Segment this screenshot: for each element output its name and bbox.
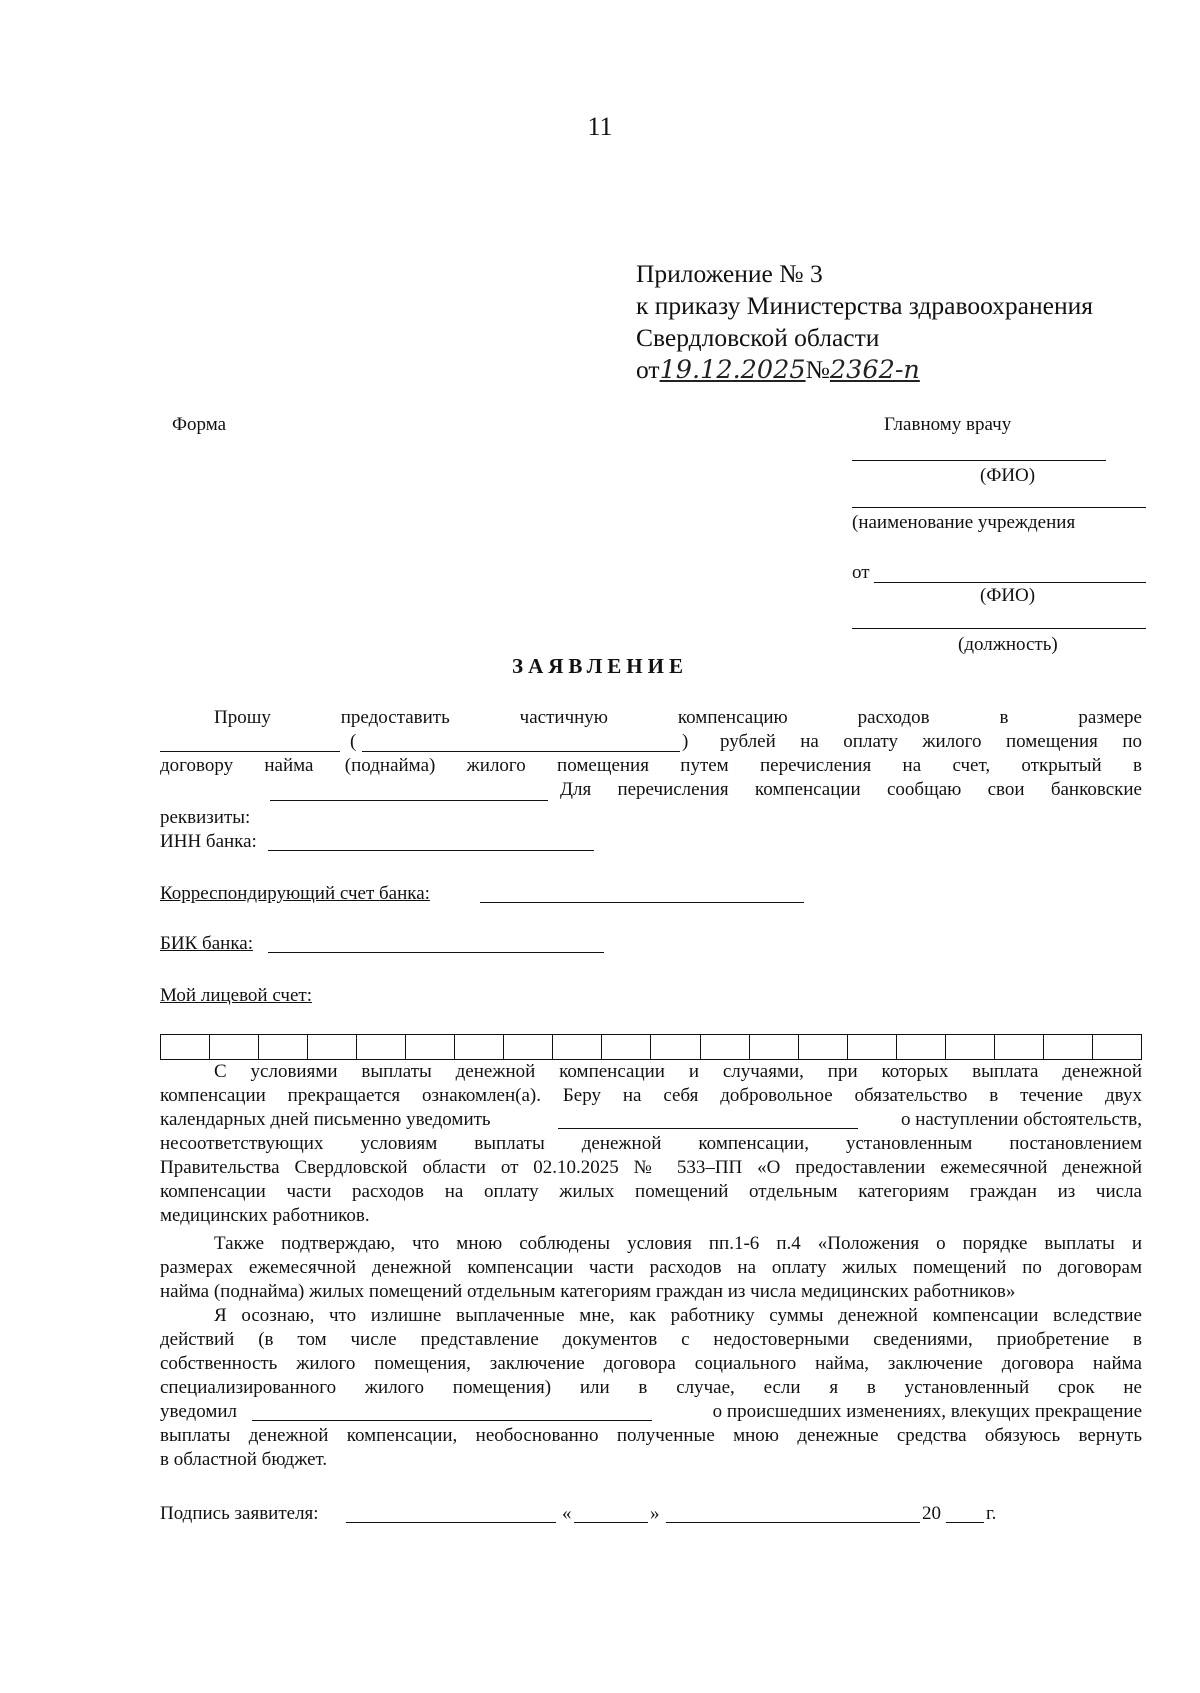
annex-block: [636, 258, 1093, 386]
annex-order-line: к приказу Министерства здравоохранения: [636, 291, 1093, 320]
year-prefix: 20: [922, 1503, 941, 1524]
account-digit-box[interactable]: [406, 1035, 455, 1059]
account-digit-box[interactable]: [553, 1035, 602, 1059]
conditions-line-5: Правительства Свердловской области от 02.10.2025 № 533–ПП «О предоставлении ежемесячной денежной: [160, 1157, 1142, 1178]
signature-label: Подпись заявителя:: [160, 1503, 319, 1524]
conditions-line-2: компенсации прекращается ознакомлен(а). Беру на себя добровольное обязательство в течение двух: [160, 1085, 1142, 1106]
notify-whom-line[interactable]: [558, 1128, 858, 1129]
account-digit-box[interactable]: [308, 1035, 357, 1059]
aware-line-2: действий (в том числе представление документов с недостоверными сведениями, приобретение в: [160, 1329, 1142, 1350]
annex-title: Приложение № 3: [636, 259, 823, 288]
account-digit-box[interactable]: [357, 1035, 406, 1059]
bank-name-line[interactable]: [270, 800, 548, 801]
institution-line[interactable]: [852, 507, 1146, 508]
fio-caption-1: (ФИО): [980, 465, 1036, 486]
day-quote-open: «: [562, 1503, 572, 1524]
account-digit-box[interactable]: [799, 1035, 848, 1059]
day-quote-close: »: [650, 1503, 660, 1524]
personal-account-boxes[interactable]: [160, 1034, 1142, 1060]
inn-field[interactable]: [268, 850, 594, 851]
year-field[interactable]: [946, 1522, 984, 1523]
date-prefix: от: [636, 355, 660, 384]
request-line-3: договору найма (поднайма) жилого помещения путем перечисления на счет, открытый в: [160, 755, 1142, 776]
conditions-line-7: медицинских работников.: [160, 1205, 370, 1226]
institution-caption: (наименование учреждения: [852, 512, 1076, 533]
account-digit-box[interactable]: [455, 1035, 504, 1059]
handwritten-date: 19.12.2025: [659, 355, 806, 385]
account-digit-box[interactable]: [897, 1035, 946, 1059]
position-line[interactable]: [852, 628, 1146, 629]
confirm-line-2: размерах ежемесячной денежной компенсации части расходов на оплату жилых помещений по договорам: [160, 1257, 1142, 1278]
document-title: ЗАЯВЛЕНИЕ: [512, 654, 688, 678]
aware-line-1: Я осознаю, что излишне выплаченные мне, как работнику суммы денежной компенсации вследствие: [214, 1305, 1142, 1326]
bik-field[interactable]: [268, 952, 604, 953]
requisites-label: реквизиты:: [160, 807, 251, 828]
aware-notify-whom-line[interactable]: [252, 1420, 652, 1421]
account-digit-box[interactable]: [946, 1035, 995, 1059]
number-prefix: №: [805, 355, 830, 384]
fio-caption-2: (ФИО): [980, 585, 1036, 606]
corr-account-label: Корреспондирующий счет банка:: [160, 883, 430, 904]
confirm-line-3: найма (поднайма) жилых помещений отдельным категориям граждан из числа медицинских работников»: [160, 1281, 1016, 1302]
aware-line-3: собственность жилого помещения, заключение договора социального найма, заключение договора найма: [160, 1353, 1142, 1374]
applicant-name-line[interactable]: [874, 582, 1146, 583]
head-doctor-name-line[interactable]: [852, 460, 1106, 461]
page-number: 11: [587, 112, 613, 141]
account-digit-box[interactable]: [701, 1035, 750, 1059]
addressee-head-doctor: Главному врачу: [884, 414, 1012, 435]
request-line-1: Прошу предоставить частичную компенсацию расходов в размере: [214, 707, 1142, 728]
amount-open-paren: (: [350, 731, 357, 752]
request-line-4: Для перечисления компенсации сообщаю свои банковские: [560, 779, 1142, 800]
account-digit-box[interactable]: [504, 1035, 553, 1059]
year-suffix: г.: [986, 1503, 997, 1524]
corr-account-field[interactable]: [480, 902, 804, 903]
position-caption: (должность): [958, 634, 1058, 655]
aware-line-5-end: о происшедших изменениях, влекущих прекращение: [712, 1401, 1142, 1422]
conditions-line-4: несоответствующих условиям выплаты денежной компенсации, установленным постановлением: [160, 1133, 1142, 1154]
aware-line-7: в областной бюджет.: [160, 1449, 328, 1470]
account-digit-box[interactable]: [995, 1035, 1044, 1059]
account-digit-box[interactable]: [210, 1035, 259, 1059]
conditions-line-3-start: календарных дней письменно уведомить: [160, 1109, 491, 1130]
annex-date-line: [636, 354, 1093, 386]
conditions-line-3-end: о наступлении обстоятельств,: [900, 1109, 1142, 1130]
signature-line[interactable]: [346, 1522, 556, 1523]
handwritten-order-number: 2362-п: [829, 355, 920, 385]
aware-line-4: специализированного жилого помещения) или в случае, если я в установленный срок не: [160, 1377, 1142, 1398]
account-digit-box[interactable]: [1093, 1035, 1141, 1059]
conditions-line-6: компенсации части расходов на оплату жилых помещений отдельным категориям граждан из числа: [160, 1181, 1142, 1202]
day-field[interactable]: [574, 1522, 648, 1523]
form-label: Форма: [172, 414, 227, 435]
aware-line-6: выплаты денежной компенсации, необоснованно полученные мною денежные средства обязуюсь вернуть: [160, 1425, 1142, 1446]
confirm-line-1: Также подтверждаю, что мною соблюдены условия пп.1-6 п.4 «Положения о порядке выплаты и: [214, 1233, 1142, 1254]
bik-label: БИК банка:: [160, 933, 253, 954]
personal-account-label: Мой лицевой счет:: [160, 985, 312, 1006]
account-digit-box[interactable]: [161, 1035, 210, 1059]
from-prefix: от: [852, 562, 870, 583]
aware-line-5-start: уведомил: [160, 1401, 238, 1422]
amount-close-paren: ): [682, 731, 689, 752]
amount-figures-line[interactable]: [160, 751, 340, 752]
conditions-line-1: С условиями выплаты денежной компенсации и случаями, при которых выплата денежной: [214, 1061, 1142, 1082]
amount-words-line[interactable]: [362, 751, 680, 752]
inn-label: ИНН банка:: [160, 831, 257, 852]
account-digit-box[interactable]: [848, 1035, 897, 1059]
annex-region-line: Свердловской области: [636, 323, 880, 352]
request-line-2: рублей на оплату жилого помещения по: [720, 731, 1142, 752]
account-digit-box[interactable]: [1044, 1035, 1093, 1059]
account-digit-box[interactable]: [602, 1035, 651, 1059]
account-digit-box[interactable]: [750, 1035, 799, 1059]
month-field[interactable]: [666, 1522, 920, 1523]
account-digit-box[interactable]: [651, 1035, 700, 1059]
account-digit-box[interactable]: [259, 1035, 308, 1059]
